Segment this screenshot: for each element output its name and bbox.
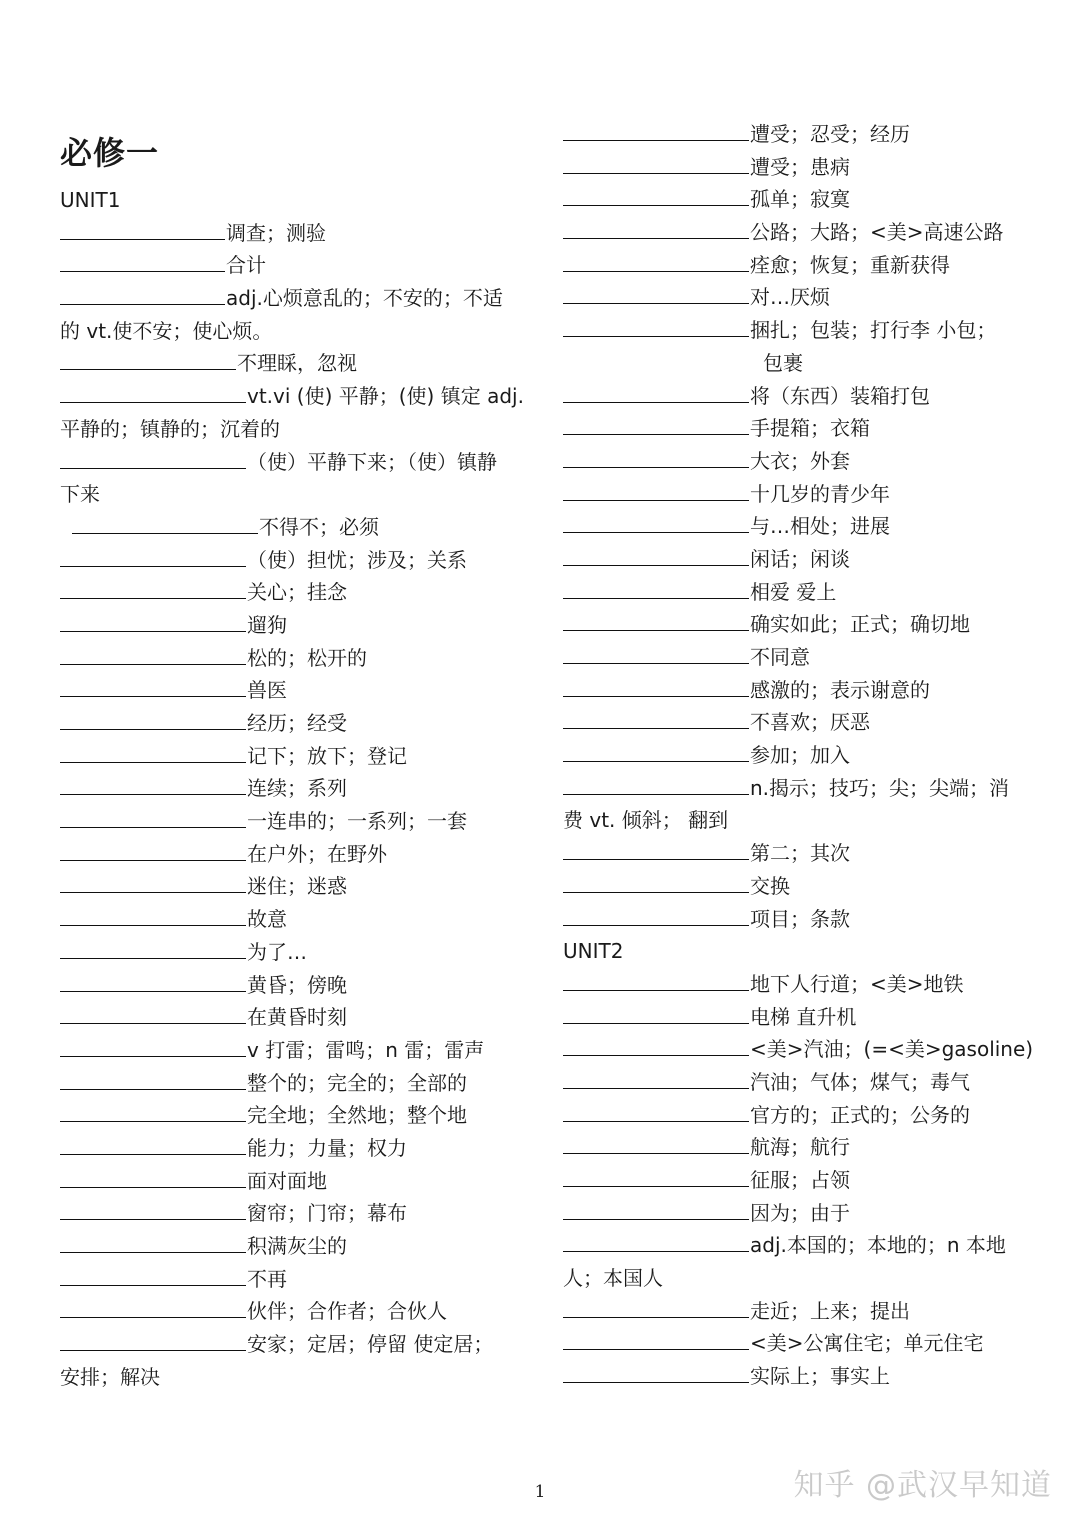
definition-text: 遛狗 bbox=[247, 612, 287, 637]
definition-text: 积满灰尘的 bbox=[247, 1234, 347, 1258]
answer-blank[interactable] bbox=[60, 642, 246, 665]
definition-text: 完全地；全然地；整个地 bbox=[247, 1103, 467, 1128]
unit-heading bbox=[563, 935, 1033, 968]
vocab-entry bbox=[60, 1034, 530, 1067]
definition-text: 的 vt.使不安；使心烦。 bbox=[60, 318, 273, 343]
definition-text: 松的；松开的 bbox=[247, 645, 367, 670]
vocab-entry bbox=[563, 543, 1033, 576]
definition-text: 面对面地 bbox=[247, 1168, 327, 1193]
answer-blank[interactable] bbox=[563, 1033, 749, 1056]
vocab-entry bbox=[563, 1229, 1033, 1262]
answer-blank[interactable] bbox=[60, 1132, 246, 1155]
answer-blank[interactable] bbox=[60, 903, 246, 926]
vocab-entry bbox=[60, 544, 530, 577]
definition-text: 不得不；必须 bbox=[259, 514, 379, 539]
vocab-entry bbox=[60, 838, 530, 871]
answer-blank[interactable] bbox=[563, 478, 749, 501]
vocab-entry bbox=[563, 1099, 1033, 1132]
definition-text: 确实如此；正式；确切地 bbox=[750, 612, 970, 637]
vocab-entry bbox=[60, 903, 530, 936]
answer-blank[interactable] bbox=[563, 837, 749, 860]
definition-text: 为了… bbox=[247, 939, 307, 964]
definition-text: 合计 bbox=[226, 253, 266, 278]
entry-continuation bbox=[60, 478, 530, 511]
vocab-entry bbox=[563, 870, 1033, 903]
definition-text: adj.本国的；本地的；n 本地 bbox=[750, 1233, 1006, 1258]
answer-blank[interactable] bbox=[563, 412, 749, 435]
definition-text: 费 vt. 倾斜； 翻到 bbox=[563, 808, 729, 833]
answer-blank[interactable] bbox=[563, 216, 749, 239]
vocab-entry bbox=[563, 968, 1033, 1001]
answer-blank[interactable] bbox=[60, 1165, 246, 1188]
answer-blank[interactable] bbox=[563, 118, 749, 141]
vocab-entry bbox=[60, 1067, 530, 1100]
definition-text: （使）担忧；涉及；关系 bbox=[247, 547, 467, 572]
vocab-entry bbox=[563, 739, 1033, 772]
definition-text: 下来 bbox=[60, 482, 100, 507]
answer-blank[interactable] bbox=[563, 543, 749, 566]
page-title: 必修一 bbox=[60, 134, 160, 172]
entry-continuation bbox=[563, 804, 1033, 837]
vocab-entry bbox=[563, 249, 1033, 282]
vocab-entry bbox=[563, 608, 1033, 641]
vocab-entry bbox=[60, 282, 530, 315]
unit-label: UNIT2 bbox=[563, 939, 624, 964]
vocab-entry bbox=[563, 1164, 1033, 1197]
definition-text: n.揭示；技巧；尖；尖端；消 bbox=[750, 775, 1010, 800]
definition-text: 电梯 直升机 bbox=[750, 1004, 857, 1029]
answer-blank[interactable] bbox=[60, 217, 225, 240]
answer-blank[interactable] bbox=[563, 1164, 749, 1187]
vocab-entry bbox=[60, 674, 530, 707]
answer-blank[interactable] bbox=[60, 1034, 246, 1057]
definition-text: v 打雷；雷鸣；n 雷；雷声 bbox=[247, 1037, 485, 1062]
definition-text: 遭受；患病 bbox=[750, 154, 850, 179]
vocab-entry bbox=[60, 217, 530, 250]
definition-text: 故意 bbox=[247, 907, 287, 932]
answer-blank[interactable] bbox=[60, 609, 246, 632]
answer-blank[interactable] bbox=[563, 183, 749, 206]
definition-text: 包裹 bbox=[763, 350, 803, 375]
definition-text: 一连串的；一系列；一套 bbox=[247, 809, 467, 834]
vocab-entry bbox=[60, 380, 530, 413]
definition-text: 痊愈；恢复；重新获得 bbox=[750, 252, 950, 277]
definition-text: 在黄昏时刻 bbox=[247, 1005, 347, 1030]
definition-text: <美>公寓住宅；单元住宅 bbox=[750, 1331, 984, 1356]
answer-blank[interactable] bbox=[60, 936, 246, 959]
definition-text: 关心；挂念 bbox=[247, 580, 347, 605]
vocab-entry bbox=[563, 706, 1033, 739]
vocab-entry bbox=[60, 511, 530, 544]
answer-blank[interactable] bbox=[563, 739, 749, 762]
answer-blank[interactable] bbox=[563, 1197, 749, 1220]
answer-blank[interactable] bbox=[60, 674, 246, 697]
answer-blank[interactable] bbox=[563, 314, 749, 337]
vocab-entry bbox=[563, 281, 1033, 314]
vocab-entry bbox=[60, 1099, 530, 1132]
vocab-entry bbox=[563, 1360, 1033, 1393]
answer-blank[interactable] bbox=[563, 903, 749, 926]
watermark: 知乎 @武汉早知道 bbox=[793, 1468, 1052, 1503]
answer-blank[interactable] bbox=[60, 1328, 246, 1351]
answer-blank[interactable] bbox=[563, 706, 749, 729]
answer-blank[interactable] bbox=[60, 740, 246, 763]
answer-blank[interactable] bbox=[563, 641, 749, 664]
left-column bbox=[60, 184, 530, 1393]
vocab-entry bbox=[60, 1295, 530, 1328]
answer-blank[interactable] bbox=[563, 1001, 749, 1024]
vocab-entry bbox=[563, 412, 1033, 445]
definition-text: 征服；占领 bbox=[750, 1168, 850, 1192]
vocab-entry bbox=[60, 1165, 530, 1198]
answer-blank[interactable] bbox=[60, 805, 246, 828]
answer-blank[interactable] bbox=[563, 608, 749, 631]
definition-text: 连续；系列 bbox=[247, 776, 347, 801]
definition-text: 在户外；在野外 bbox=[247, 841, 387, 866]
vocab-entry bbox=[563, 576, 1033, 609]
answer-blank[interactable] bbox=[60, 249, 225, 272]
definition-text: 安排；解决 bbox=[60, 1364, 160, 1389]
definition-text: 人；本国人 bbox=[563, 1266, 663, 1291]
vocab-entry bbox=[563, 772, 1033, 805]
answer-blank[interactable] bbox=[60, 870, 246, 893]
vocab-entry bbox=[60, 576, 530, 609]
vocab-entry bbox=[563, 1033, 1033, 1066]
answer-blank[interactable] bbox=[563, 281, 749, 304]
answer-blank[interactable] bbox=[60, 1099, 246, 1122]
answer-blank[interactable] bbox=[563, 674, 749, 697]
answer-blank[interactable] bbox=[563, 576, 749, 599]
definition-text: 航海；航行 bbox=[750, 1135, 850, 1160]
answer-blank[interactable] bbox=[563, 445, 749, 468]
answer-blank[interactable] bbox=[563, 1066, 749, 1089]
vocab-entry bbox=[563, 118, 1033, 151]
unit-heading bbox=[60, 184, 530, 217]
entry-continuation bbox=[563, 1262, 1033, 1295]
definition-text: 平静的；镇静的；沉着的 bbox=[60, 416, 280, 441]
definition-text: 第二；其次 bbox=[750, 841, 850, 866]
answer-blank[interactable] bbox=[563, 1099, 749, 1122]
vocab-entry bbox=[60, 642, 530, 675]
vocab-entry bbox=[60, 1328, 530, 1361]
vocab-entry bbox=[60, 609, 530, 642]
answer-blank[interactable] bbox=[60, 380, 246, 403]
definition-text: （使）平静下来；（使）镇静 bbox=[247, 449, 497, 474]
vocab-entry bbox=[563, 1066, 1033, 1099]
definition-text: 对…厌烦 bbox=[750, 285, 830, 310]
answer-blank[interactable] bbox=[72, 511, 258, 534]
unit-label: UNIT1 bbox=[60, 188, 121, 212]
answer-blank[interactable] bbox=[60, 1197, 246, 1220]
answer-blank[interactable] bbox=[60, 707, 246, 730]
definition-text: 不再 bbox=[247, 1266, 287, 1291]
definition-text: 遭受；忍受；经历 bbox=[750, 122, 910, 146]
vocab-entry bbox=[563, 1327, 1033, 1360]
answer-blank[interactable] bbox=[60, 1295, 246, 1318]
answer-blank[interactable] bbox=[60, 969, 246, 992]
answer-blank[interactable] bbox=[563, 870, 749, 893]
answer-blank[interactable] bbox=[60, 282, 225, 305]
answer-blank[interactable] bbox=[563, 968, 749, 991]
definition-text: 经历；经受 bbox=[247, 711, 347, 735]
vocab-entry bbox=[60, 969, 530, 1002]
definition-text: 记下；放下；登记 bbox=[247, 743, 407, 768]
definition-text: 官方的；正式的；公务的 bbox=[750, 1102, 970, 1127]
vocab-entry bbox=[563, 1295, 1033, 1328]
vocab-entry bbox=[563, 314, 1033, 347]
definition-text: 兽医 bbox=[247, 678, 287, 703]
vocab-entry bbox=[60, 936, 530, 969]
vocab-entry bbox=[60, 446, 530, 479]
vocab-entry bbox=[60, 1197, 530, 1230]
answer-blank[interactable] bbox=[60, 544, 246, 567]
vocab-entry bbox=[60, 1263, 530, 1296]
definition-text: 不理睬，忽视 bbox=[237, 351, 357, 376]
definition-text: 整个的；完全的；全部的 bbox=[247, 1070, 467, 1095]
definition-text: 安家；定居；停留 使定居； bbox=[247, 1332, 494, 1357]
answer-blank[interactable] bbox=[60, 1001, 246, 1024]
definition-text: adj.心烦意乱的；不安的；不适 bbox=[226, 286, 503, 311]
definition-text: 调查；测验 bbox=[226, 220, 326, 245]
definition-text: 交换 bbox=[750, 873, 790, 898]
answer-blank[interactable] bbox=[60, 1263, 246, 1286]
answer-blank[interactable] bbox=[563, 249, 749, 272]
definition-text: 孤单；寂寞 bbox=[750, 187, 850, 212]
definition-text: 迷住；迷惑 bbox=[247, 874, 347, 899]
vocab-entry bbox=[563, 1197, 1033, 1230]
definition-text: vt.vi (使) 平静；(使) 镇定 adj. bbox=[247, 384, 524, 409]
vocab-entry bbox=[60, 707, 530, 740]
entry-continuation bbox=[60, 315, 530, 348]
definition-text: 实际上；事实上 bbox=[750, 1364, 890, 1389]
definition-text: 能力；力量；权力 bbox=[247, 1135, 407, 1160]
vocab-entry bbox=[563, 1001, 1033, 1034]
definition-text: 项目；条款 bbox=[750, 906, 850, 931]
definition-text: 与…相处；进展 bbox=[750, 514, 890, 539]
definition-text: 汽油；气体；煤气；毒气 bbox=[750, 1069, 970, 1094]
definition-text: 伙伴；合作者；合伙人 bbox=[247, 1299, 447, 1324]
vocab-entry bbox=[60, 805, 530, 838]
vocab-entry bbox=[60, 347, 530, 380]
vocab-entry bbox=[563, 837, 1033, 870]
vocab-entry bbox=[60, 1132, 530, 1165]
definition-text: <美>汽油；(=<美>gasoline) bbox=[750, 1037, 1034, 1062]
answer-blank[interactable] bbox=[563, 772, 749, 795]
entry-continuation bbox=[60, 1361, 530, 1394]
vocab-entry bbox=[60, 772, 530, 805]
definition-text: 相爱 爱上 bbox=[750, 579, 837, 604]
vocab-entry bbox=[563, 478, 1033, 511]
answer-blank[interactable] bbox=[563, 1327, 749, 1350]
answer-blank[interactable] bbox=[60, 347, 236, 370]
vocab-entry bbox=[563, 183, 1033, 216]
answer-blank[interactable] bbox=[60, 838, 246, 861]
answer-blank[interactable] bbox=[60, 1230, 246, 1253]
definition-text: 大衣；外套 bbox=[750, 448, 850, 473]
vocab-entry bbox=[563, 151, 1033, 184]
definition-text: 十几岁的青少年 bbox=[750, 481, 890, 506]
page-number: 1 bbox=[534, 1482, 546, 1502]
definition-text: 不同意 bbox=[750, 645, 810, 669]
vocab-entry bbox=[60, 249, 530, 282]
definition-text: 地下人行道；<美>地铁 bbox=[750, 971, 964, 996]
vocab-entry bbox=[563, 510, 1033, 543]
right-column bbox=[563, 118, 1033, 1393]
definition-text: 走近；上来；提出 bbox=[750, 1298, 910, 1323]
definition-text: 因为；由于 bbox=[750, 1200, 850, 1225]
answer-blank[interactable] bbox=[563, 1295, 749, 1318]
answer-blank[interactable] bbox=[563, 151, 749, 174]
vocab-entry bbox=[60, 870, 530, 903]
vocab-entry bbox=[563, 216, 1033, 249]
vocab-entry bbox=[563, 903, 1033, 936]
answer-blank[interactable] bbox=[563, 510, 749, 533]
definition-text: 参加；加入 bbox=[750, 743, 850, 768]
answer-blank[interactable] bbox=[563, 1229, 749, 1252]
vocab-entry bbox=[563, 674, 1033, 707]
definition-text: 将（东西）装箱打包 bbox=[750, 383, 930, 408]
definition-text: 捆扎；包装；打行李 小包； bbox=[750, 318, 997, 343]
definition-text: 感激的；表示谢意的 bbox=[750, 677, 930, 702]
entry-continuation bbox=[563, 347, 1033, 380]
vocab-entry bbox=[563, 380, 1033, 413]
answer-blank[interactable] bbox=[563, 1360, 749, 1383]
definition-text: 手提箱；衣箱 bbox=[750, 416, 870, 441]
vocab-entry bbox=[563, 1131, 1033, 1164]
vocab-entry bbox=[563, 641, 1033, 674]
answer-blank[interactable] bbox=[60, 1067, 246, 1090]
answer-blank[interactable] bbox=[563, 1131, 749, 1154]
definition-text: 公路；大路；<美>高速公路 bbox=[750, 220, 1004, 245]
vocab-entry bbox=[60, 740, 530, 773]
vocab-entry bbox=[563, 445, 1033, 478]
answer-blank[interactable] bbox=[563, 380, 749, 403]
answer-blank[interactable] bbox=[60, 576, 246, 599]
definition-text: 闲话；闲谈 bbox=[750, 546, 850, 571]
answer-blank[interactable] bbox=[60, 772, 246, 795]
vocab-entry bbox=[60, 1230, 530, 1263]
answer-blank[interactable] bbox=[60, 446, 246, 469]
vocab-entry bbox=[60, 1001, 530, 1034]
entry-continuation bbox=[60, 413, 530, 446]
definition-text: 不喜欢；厌恶 bbox=[750, 710, 870, 735]
definition-text: 黄昏；傍晚 bbox=[247, 972, 347, 997]
definition-text: 窗帘；门帘；幕布 bbox=[247, 1201, 407, 1226]
